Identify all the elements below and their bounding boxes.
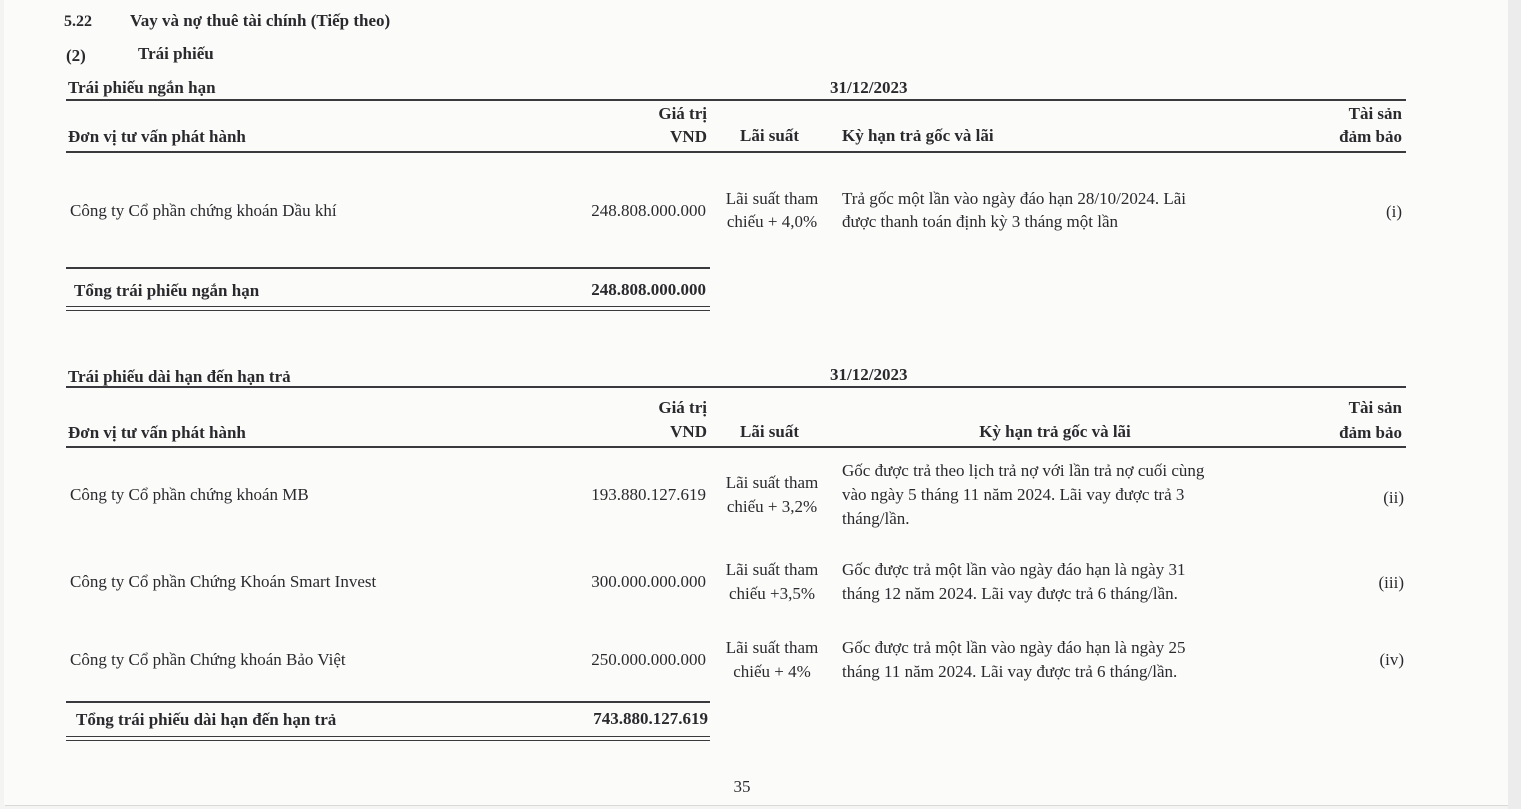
term-cell-line1: Gốc được trả một lần vào ngày đáo hạn là ngày 31 [842,560,1186,579]
long-term-header-value-2: VND [670,422,707,441]
long-term-header-rate: Lãi suất [740,422,800,441]
term-cell-line2: vào ngày 5 tháng 11 năm 2024. Lãi vay được trả 3 [842,485,1185,504]
long-term-header-collateral-2: đảm bảo [1339,423,1402,442]
short-term-total-top-rule [66,267,710,269]
short-term-header-issuer: Đơn vị tư vấn phát hành [68,127,246,146]
value-cell: 300.000.000.000 [591,572,706,591]
subsection-title: Trái phiếu [138,44,214,63]
long-term-header-issuer: Đơn vị tư vấn phát hành [68,423,246,442]
term-cell-line2: tháng 12 năm 2024. Lãi vay được trả 6 tháng/lần. [842,584,1178,603]
document-page [4,0,1508,805]
short-term-title-rule [66,99,1406,101]
rate-cell-line2: chiếu + 4,0% [726,212,818,231]
short-term-header-value-1: Giá trị [658,104,707,123]
short-term-title: Trái phiếu ngắn hạn [68,78,216,97]
page-edge [1508,0,1521,809]
long-term-header-rule [66,446,1406,448]
short-term-date: 31/12/2023 [830,78,908,97]
long-term-total-double-rule [66,736,710,741]
term-cell-line1: Trả gốc một lần vào ngày đáo hạn 28/10/2024. Lãi [842,189,1187,208]
short-term-total-label: Tổng trái phiếu ngắn hạn [74,281,260,300]
page-number: 35 [733,777,751,796]
short-term-header-term: Kỳ hạn trả gốc và lãi [842,126,994,145]
long-term-header-value-1: Giá trị [658,398,707,417]
value-cell: 193.880.127.619 [591,485,706,504]
issuer-cell: Công ty Cổ phần Chứng khoán Bảo Việt [70,650,346,669]
long-term-title: Trái phiếu dài hạn đến hạn trả [68,367,291,386]
term-cell-line2: được thanh toán định kỳ 3 tháng một lần [842,212,1118,231]
term-cell-line3: tháng/lần. [842,509,910,528]
long-term-date: 31/12/2023 [830,365,908,384]
rate-cell-line1: Lãi suất tham [725,473,819,492]
issuer-cell: Công ty Cổ phần chứng khoán MB [70,485,309,504]
long-term-total-value: 743.880.127.619 [593,709,708,728]
short-term-total-double-rule [66,306,710,311]
issuer-cell: Công ty Cổ phần chứng khoán Dầu khí [70,201,337,220]
collateral-cell: (iv) [1379,650,1404,669]
short-term-header-value-2: VND [670,127,707,146]
term-cell-line1: Gốc được trả theo lịch trả nợ với lần trả nợ cuối cùng [842,461,1205,480]
long-term-title-rule [66,386,1406,388]
short-term-total-value: 248.808.000.000 [591,280,706,299]
rate-cell-line2: chiếu +3,5% [728,584,816,603]
short-term-header-collateral-2: đảm bảo [1339,127,1402,146]
short-term-header-rule [66,151,1406,153]
short-term-header-collateral-1: Tài sản [1348,104,1402,123]
rate-cell-line1: Lãi suất tham [725,638,819,657]
long-term-header-collateral-1: Tài sản [1348,398,1402,417]
short-term-header-rate: Lãi suất [740,126,800,145]
section-title: Vay và nợ thuê tài chính (Tiếp theo) [130,11,391,30]
rate-cell-line1: Lãi suất tham [725,189,819,208]
long-term-total-label: Tổng trái phiếu dài hạn đến hạn trả [76,710,337,729]
collateral-cell: (ii) [1383,488,1404,507]
rate-cell-line1: Lãi suất tham [725,560,819,579]
long-term-total-top-rule [66,701,710,703]
issuer-cell: Công ty Cổ phần Chứng Khoán Smart Invest [70,572,377,591]
term-cell-line1: Gốc được trả một lần vào ngày đáo hạn là ngày 25 [842,638,1186,657]
value-cell: 250.000.000.000 [591,650,706,669]
subsection-number: (2) [66,46,86,65]
term-cell-line2: tháng 11 năm 2024. Lãi vay được trả 6 tháng/lần. [842,662,1178,681]
rate-cell-line2: chiếu + 3,2% [726,497,818,516]
value-cell: 248.808.000.000 [591,201,706,220]
long-term-header-term: Kỳ hạn trả gốc và lãi [979,422,1131,441]
rate-cell-line2: chiếu + 4% [733,662,811,681]
section-number: 5.22 [64,13,92,30]
collateral-cell: (i) [1385,202,1402,221]
collateral-cell: (iii) [1378,573,1404,592]
